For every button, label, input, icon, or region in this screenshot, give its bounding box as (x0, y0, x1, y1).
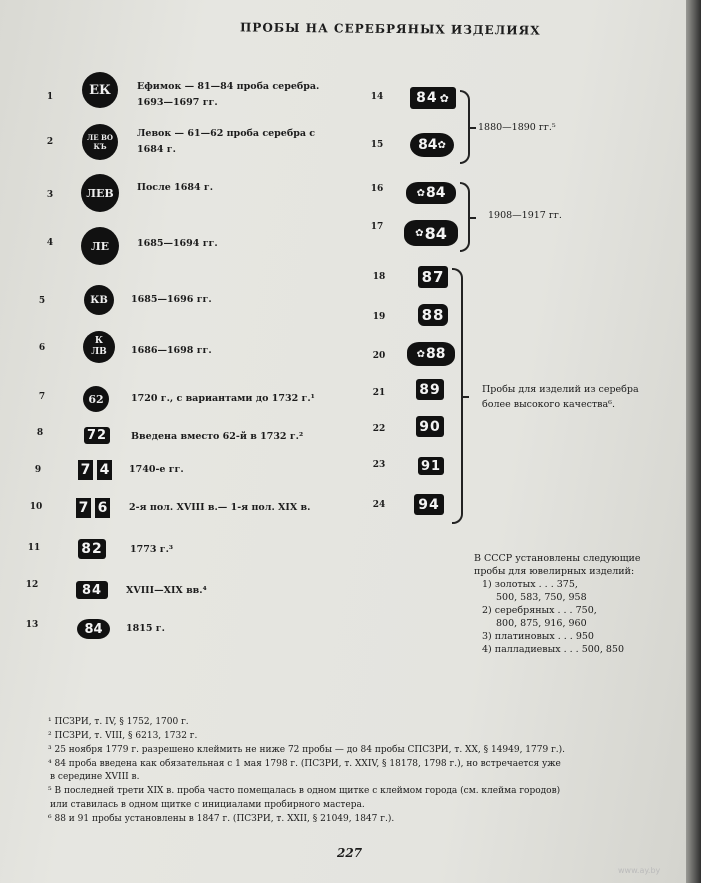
page-edge-shadow (686, 0, 701, 883)
item-desc: 1720 г., с вариантами до 1732 г.¹ (131, 393, 315, 404)
page-number: 227 (337, 846, 363, 860)
footnote-3: ³ 25 ноября 1779 г. разрешено клеймить не ниже 72 пробы — до 84 пробы СПСЗРИ, т. XX, § 14949, 1779 г.). (48, 745, 566, 755)
hallmark-23: 91 (418, 457, 444, 475)
item-number: 20 (372, 351, 386, 361)
item-number: 23 (372, 460, 386, 470)
item-number: 7 (38, 392, 46, 402)
footnote-4: ⁴ 84 проба введена как обязательная с 1 мая 1798 г. (ПСЗРИ, т. XXIV, § 18178, 1798 г.), но встречается уже (48, 759, 561, 769)
hallmark-2: ЛЕ ВО КЪ (82, 124, 118, 160)
hallmark-19: 88 (418, 304, 448, 326)
brace-3 (452, 268, 463, 524)
hallmark-24: 94 (414, 494, 444, 515)
hallmark-3: ЛЕВ (81, 174, 119, 212)
hallmark-13: 84 (77, 619, 110, 639)
item-desc: 1815 г. (126, 623, 165, 634)
item-number: 12 (25, 580, 39, 590)
item-desc: XVIII—XIX вв.⁴ (126, 585, 207, 596)
item-number: 3 (46, 190, 54, 200)
item-desc: 1685—1696 гг. (131, 294, 212, 305)
item-number: 15 (370, 140, 384, 150)
item-desc: Введена вместо 62-й в 1732 г.² (131, 431, 304, 442)
item-desc: После 1684 г. (137, 182, 214, 193)
footnote-5: ⁵ В последней трети XIX в. проба часто помещалась в одном щитке с клеймом города (см. клейма городов) (48, 786, 561, 796)
item-number: 1 (46, 92, 54, 102)
hallmark-5: КВ (84, 285, 114, 315)
item-desc: 1740-е гг. (129, 464, 184, 475)
item-number: 9 (34, 465, 42, 475)
item-number: 16 (370, 184, 384, 194)
item-number: 5 (38, 296, 46, 306)
item-number: 4 (46, 238, 54, 248)
item-number: 10 (29, 502, 43, 512)
item-desc: 1773 г.³ (130, 544, 174, 555)
item-number: 24 (372, 500, 386, 510)
ussr-standards: В СССР установлены следующие пробы для ювелирных изделий: 1) золотых . . . 375, 500, 583, 750, 958 2) серебряных . . . 750, 800, 875, 916, 960 3) платиновых . . . 950 4) палладиевых . . . 500, 850 (474, 553, 641, 655)
group-label-1908: 1908—1917 гг. (488, 210, 562, 221)
hallmark-1: ЕК (82, 72, 118, 108)
footnote-1: ¹ ПСЗРИ, т. IV, § 1752, 1700 г. (48, 717, 189, 727)
hallmark-15: 84 ✿ (410, 133, 454, 157)
item-number: 22 (372, 424, 386, 434)
hallmark-9: 7 4 (78, 460, 112, 480)
item-desc: Левок — 61—62 проба серебра с 1684 г. (137, 128, 316, 155)
hallmark-20: ✿ 88 (407, 342, 455, 366)
item-desc: 1685—1694 гг. (137, 238, 218, 249)
hallmark-6: К ЛВ (83, 331, 115, 363)
footnote-4-cont: в середине XVIII в. (50, 772, 140, 782)
item-number: 21 (372, 388, 386, 398)
group-label-1880: 1880—1890 гг.⁵ (478, 122, 556, 133)
footnote-6: ⁶ 88 и 91 пробы установлены в 1847 г. (ПСЗРИ, т. XXII, § 21049, 1847 г.). (48, 814, 395, 824)
hallmark-17: ✿ 84 (404, 220, 458, 246)
hallmark-18: 87 (418, 266, 448, 288)
item-number: 18 (372, 272, 386, 282)
item-number: 17 (370, 222, 384, 232)
footnote-2: ² ПСЗРИ, т. VIII, § 6213, 1732 г. (48, 731, 198, 741)
hallmark-11: 82 (78, 539, 106, 559)
page-title: ПРОБЫ НА СЕРЕБРЯНЫХ ИЗДЕЛИЯХ (239, 20, 541, 38)
hallmark-10: 7 6 (76, 498, 110, 518)
brace-2 (460, 182, 470, 252)
item-number: 2 (46, 137, 54, 147)
hallmark-22: 90 (416, 416, 444, 437)
footnote-5-cont: или ставилась в одном щитке с инициалами пробирного мастера. (50, 800, 365, 810)
item-number: 6 (38, 343, 46, 353)
brace-1 (460, 90, 470, 164)
watermark: www.ay.by (618, 866, 661, 875)
item-number: 19 (372, 312, 386, 322)
hallmark-8: 72 (84, 427, 110, 444)
item-number: 14 (370, 92, 384, 102)
hallmark-21: 89 (416, 379, 444, 400)
hallmark-14: 84 ✿ (410, 87, 456, 109)
item-number: 11 (27, 543, 41, 553)
item-desc: Ефимок — 81—84 проба серебра. 1693—1697 гг. (137, 81, 320, 108)
hallmark-7: 62 (83, 386, 109, 412)
hallmark-16: ✿ 84 (406, 182, 456, 204)
group-label-high-quality: Пробы для изделий из серебра более высокого качества⁶. (482, 384, 639, 410)
item-number: 13 (25, 620, 39, 630)
hallmark-4: ЛЕ (81, 227, 119, 265)
item-desc: 2-я пол. XVIII в.— 1-я пол. XIX в. (129, 502, 311, 513)
hallmark-12: 84 (76, 581, 108, 599)
item-desc: 1686—1698 гг. (131, 345, 212, 356)
item-number: 8 (36, 428, 44, 438)
